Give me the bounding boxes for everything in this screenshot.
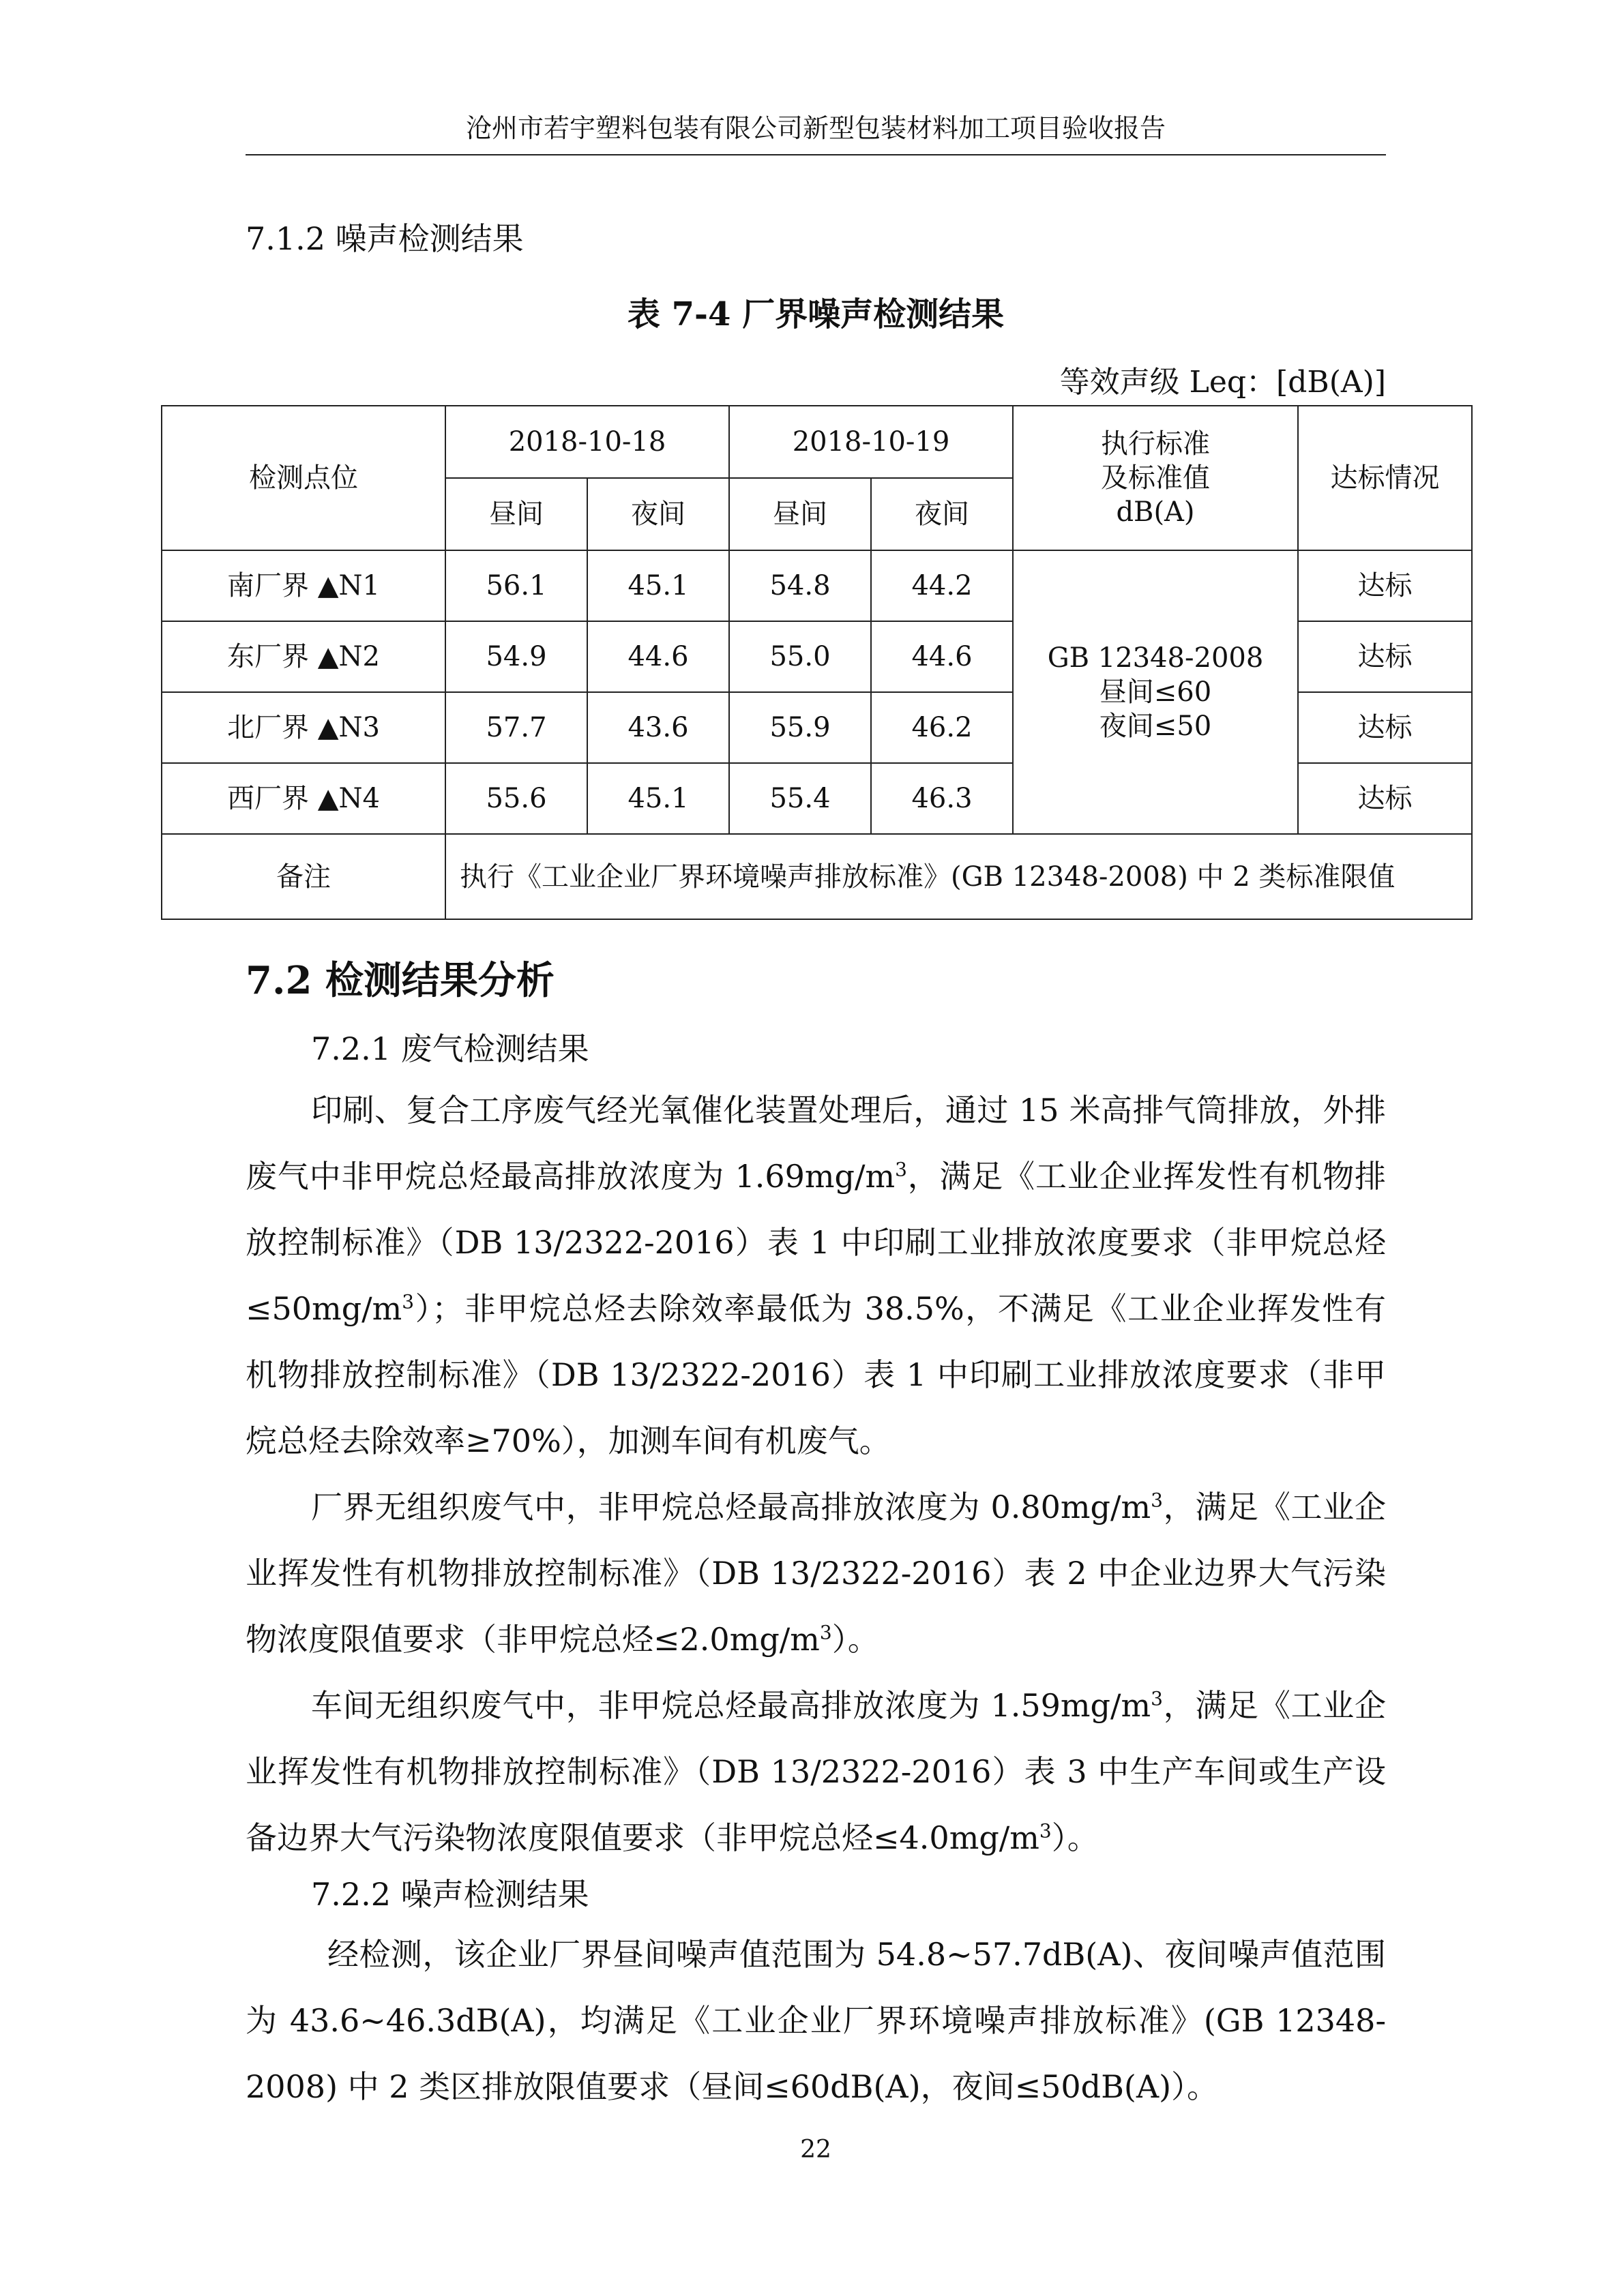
col-header-date1: 2018-10-18 xyxy=(445,406,729,478)
col-header-standard xyxy=(1013,406,1298,550)
table-note-row xyxy=(162,834,1472,919)
note-label: 备注 xyxy=(162,834,445,919)
cell-d1-night: 45.1 xyxy=(587,550,729,621)
std-header-line3: dB(A) xyxy=(1116,496,1195,528)
paragraph-noise-conclusion: 经检测，该企业厂界昼间噪声值范围为 54.8~57.7dB(A)、夜间噪声值范围为 43.6~46.3dB(A)，均满足《工业企业厂界环境噪声排放标准》(GB 12348-2008) 中 2 类区排放限值要求（昼间≤60dB(A)，夜间≤50dB(A)）。 xyxy=(246,1936,1386,2105)
cell-d2-day: 55.9 xyxy=(729,692,871,763)
cell-d1-day: 57.7 xyxy=(445,692,587,763)
col-header-date2-night: 夜间 xyxy=(871,478,1013,550)
noise-results-table xyxy=(161,405,1473,920)
section-title-7-2: 7.2 检测结果分析 xyxy=(246,958,555,1003)
cell-point: 东厂界 ▲N2 xyxy=(162,621,445,692)
cell-d2-night: 46.3 xyxy=(871,763,1013,834)
note-text: 执行《工业企业厂界环境噪声排放标准》(GB 12348-2008) 中 2 类标准限值 xyxy=(445,834,1472,919)
col-header-date1-night: 夜间 xyxy=(587,478,729,550)
std-value-line2: 昼间≤60 xyxy=(1099,676,1212,708)
cell-result: 达标 xyxy=(1298,763,1472,834)
col-header-date1-day: 昼间 xyxy=(445,478,587,550)
col-header-date2-day: 昼间 xyxy=(729,478,871,550)
header-rule xyxy=(246,154,1386,155)
cell-d1-night: 43.6 xyxy=(587,692,729,763)
cell-d2-night: 44.6 xyxy=(871,621,1013,692)
cell-point: 南厂界 ▲N1 xyxy=(162,550,445,621)
cell-standard-value xyxy=(1013,550,1298,834)
cell-d1-night: 45.1 xyxy=(587,763,729,834)
cell-result: 达标 xyxy=(1298,621,1472,692)
cell-d2-night: 44.2 xyxy=(871,550,1013,621)
cell-d2-day: 55.0 xyxy=(729,621,871,692)
std-header-line2: 及标准值 xyxy=(1101,462,1210,494)
cell-d2-day: 54.8 xyxy=(729,550,871,621)
cell-point: 西厂界 ▲N4 xyxy=(162,763,445,834)
std-header-line1: 执行标准 xyxy=(1101,428,1210,460)
table-unit: 等效声级 Leq：[dB(A)] xyxy=(1059,365,1386,400)
table-row xyxy=(162,550,1472,621)
cell-d2-night: 46.2 xyxy=(871,692,1013,763)
page-number: 22 xyxy=(800,2136,831,2164)
cell-result: 达标 xyxy=(1298,550,1472,621)
cell-d1-night: 44.6 xyxy=(587,621,729,692)
subsection-title-7-1-2: 7.1.2 噪声检测结果 xyxy=(246,220,524,257)
table-title: 表 7-4 厂界噪声检测结果 xyxy=(627,295,1005,333)
running-header: 沧州市若宇塑料包装有限公司新型包装材料加工项目验收报告 xyxy=(465,113,1166,143)
subsection-title-7-2-1: 7.2.1 废气检测结果 xyxy=(311,1030,589,1067)
cell-d1-day: 56.1 xyxy=(445,550,587,621)
paragraph-workshop-fugitive: 车间无组织废气中，非甲烷总烃最高排放浓度为 $1.59mg/m^3$，满足《工业企业挥发性有机物排放控制标准》（DB 13/2322-2016）表 3 中生产车间或生产设备边界大气污染物浓度限值要求（非甲烷总烃$\le 4.0mg/m^3$）。 xyxy=(246,1687,1387,1856)
cell-d2-day: 55.4 xyxy=(729,763,871,834)
cell-point: 北厂界 ▲N3 xyxy=(162,692,445,763)
cell-d1-day: 55.6 xyxy=(445,763,587,834)
col-header-result: 达标情况 xyxy=(1298,406,1472,550)
std-value-line3: 夜间≤50 xyxy=(1099,711,1212,742)
col-header-date2: 2018-10-19 xyxy=(729,406,1013,478)
paragraph-exhaust-stack: 印刷、复合工序废气经光氧催化装置处理后，通过 15 米高排气筒排放，外排废气中非甲烷总烃最高排放浓度为 $1.69mg/m^3$，满足《工业企业挥发性有机物排放控制标准》（DB 13/2322-2016）表 1 中印刷工业排放浓度要求（非甲烷总烃$\le 50mg/m^3$）；非甲烷总烃去除效率最低为 38.5%，不满足《工业企业挥发性有机物排放控制标准》（DB 13/2322-2016）表 1 中印刷工业排放浓度要求（非甲烷总烃去除效率≥70%），加测车间有机废气。 xyxy=(246,1092,1387,1459)
std-value-line1: GB 12348-2008 xyxy=(1047,642,1264,674)
col-header-point: 检测点位 xyxy=(162,406,445,550)
paragraph-boundary-fugitive: 厂界无组织废气中，非甲烷总烃最高排放浓度为 $0.80mg/m^3$，满足《工业企业挥发性有机物排放控制标准》（DB 13/2322-2016）表 2 中企业边界大气污染物浓度限值要求（非甲烷总烃$\le 2.0mg/m^3$）。 xyxy=(246,1489,1387,1658)
cell-d1-day: 54.9 xyxy=(445,621,587,692)
subsection-title-7-2-2: 7.2.2 噪声检测结果 xyxy=(311,1876,589,1913)
cell-result: 达标 xyxy=(1298,692,1472,763)
